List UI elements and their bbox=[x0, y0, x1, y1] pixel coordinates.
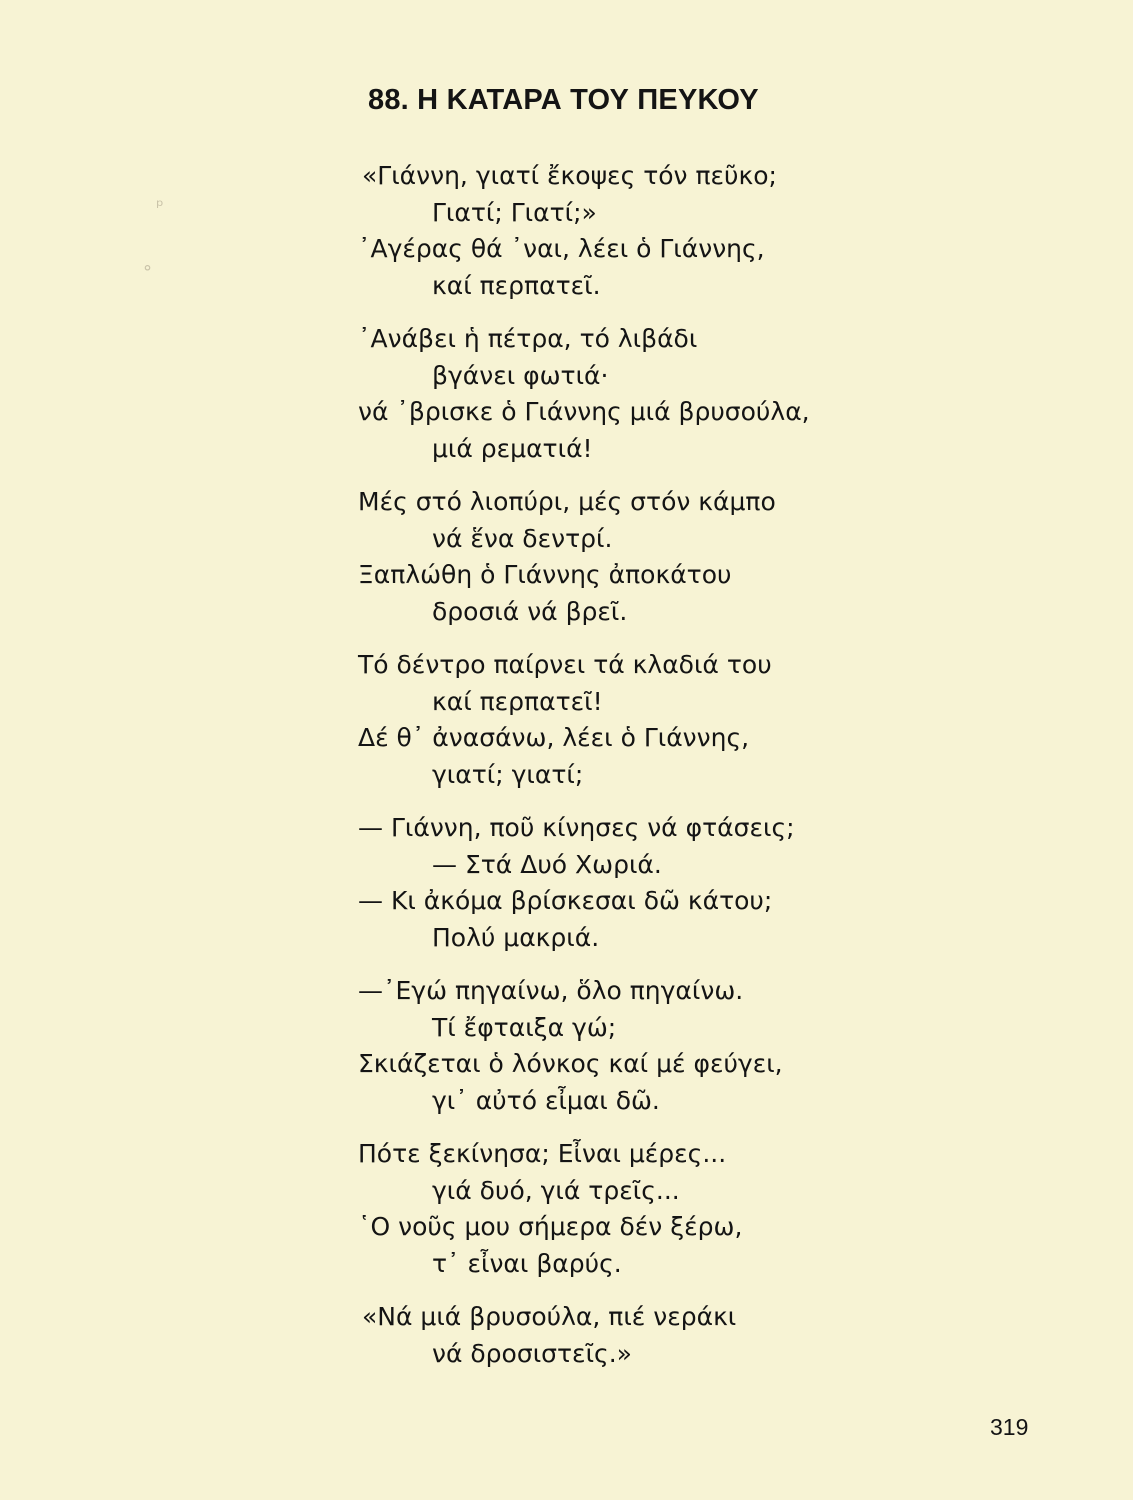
stanza bbox=[0, 647, 1133, 793]
page-number: 319 bbox=[990, 1414, 1029, 1440]
stanza bbox=[0, 973, 1133, 1119]
stanza bbox=[0, 484, 1133, 630]
poem-line: — Γιάννη, ποῦ κίνησες νά φτάσεις; bbox=[358, 813, 795, 842]
poem-title: 88. Η ΚΑΤΑΡΑ ΤΟΥ ΠΕΥΚΟΥ bbox=[368, 84, 759, 116]
poem-line: τ᾿ εἶναι βαρύς. bbox=[432, 1248, 622, 1278]
poem-line: δροσιά νά βρεῖ. bbox=[432, 596, 628, 626]
margin-mark: ° bbox=[143, 262, 152, 283]
stanza bbox=[0, 810, 1133, 956]
poem-line: Πότε ξεκίνησα; Εἶναι μέρες... bbox=[358, 1139, 727, 1168]
poem-line: «Γιάννη, γιατί ἔκοψες τόν πεῦκο; bbox=[362, 161, 777, 190]
poem-line: νά δροσιστεῖς.» bbox=[432, 1338, 632, 1368]
poem-line: ῾Ο νοῦς μου σήμερα δέν ξέρω, bbox=[358, 1212, 743, 1241]
poem-body bbox=[0, 158, 1133, 1389]
poem-line: γιατί; γιατί; bbox=[432, 759, 584, 789]
poem-line: Μές στό λιοπύρι, μές στόν κάμπο bbox=[358, 487, 776, 516]
poem-line: γιά δυό, γιά τρεῖς... bbox=[432, 1175, 680, 1205]
poem-line: — Κι ἀκόμα βρίσκεσαι δῶ κάτου; bbox=[358, 886, 773, 915]
stanza bbox=[0, 321, 1133, 467]
poem-line: Τί ἔφταιξα γώ; bbox=[432, 1012, 617, 1042]
poem-line: Δέ θ᾿ ἀνασάνω, λέει ὁ Γιάννης, bbox=[358, 723, 750, 752]
poem-line: καί περπατεῖ! bbox=[432, 686, 603, 716]
stanza bbox=[0, 158, 1133, 304]
poem-line: Σκιάζεται ὁ λόνκος καί μέ φεύγει, bbox=[358, 1049, 783, 1078]
poem-line: βγάνει φωτιά· bbox=[432, 360, 609, 390]
poem-line: Γιατί; Γιατί;» bbox=[432, 197, 597, 227]
poem-line: νά ᾿βρισκε ὁ Γιάννης μιά βρυσούλα, bbox=[358, 397, 810, 426]
poem-line: ᾿Ανάβει ἡ πέτρα, τό λιβάδι bbox=[358, 324, 698, 353]
margin-mark: ᵖ bbox=[156, 196, 164, 217]
poem-line: νά ἕνα δεντρί. bbox=[432, 523, 613, 553]
poem-line: Ξαπλώθη ὁ Γιάννης ἀποκάτου bbox=[358, 560, 732, 589]
poem-line: μιά ρεματιά! bbox=[432, 433, 593, 463]
poem-line: καί περπατεῖ. bbox=[432, 270, 601, 300]
stanza bbox=[0, 1299, 1133, 1372]
stanza bbox=[0, 1136, 1133, 1282]
poem-line: γι᾿ αὐτό εἶμαι δῶ. bbox=[432, 1085, 660, 1115]
poem-line: «Νά μιά βρυσούλα, πιέ νεράκι bbox=[362, 1302, 737, 1331]
poem-line: — Στά Δυό Χωριά. bbox=[432, 849, 662, 879]
poem-line: Τό δέντρο παίρνει τά κλαδιά του bbox=[358, 650, 772, 679]
poem-line: —᾿Εγώ πηγαίνω, ὅλο πηγαίνω. bbox=[358, 976, 744, 1005]
poem-line: ᾿Αγέρας θά ᾿ναι, λέει ὁ Γιάννης, bbox=[358, 234, 765, 263]
poem-line: Πολύ μακριά. bbox=[432, 922, 600, 952]
